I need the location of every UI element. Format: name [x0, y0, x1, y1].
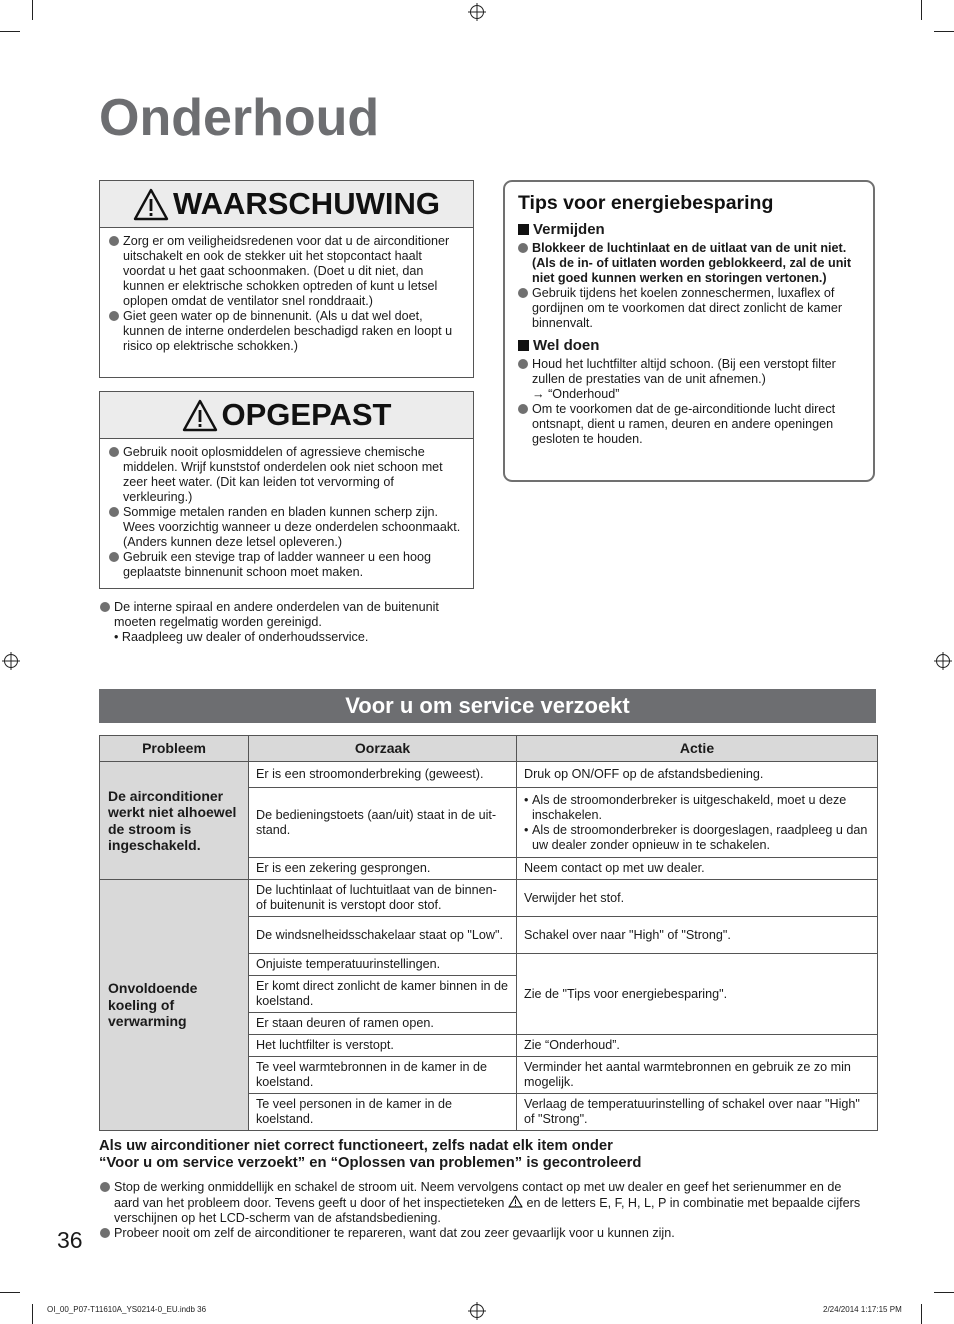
action-cell: Neem contact op met uw dealer. [517, 858, 878, 880]
crop-mark [0, 1292, 20, 1293]
registration-mark-icon [470, 5, 484, 19]
square-bullet-icon [518, 224, 529, 235]
crop-mark [0, 31, 20, 32]
list-item: Sommige metalen randen en bladen kunnen scherp zijn. Wees voorzichtig wanneer u deze onderdelen schoonmaakt. (Anders kunnen deze letsel opleveren.) [109, 505, 465, 550]
action-cell: Zie de "Tips voor energiebesparing". [517, 954, 878, 1035]
list-item: Houd het luchtfilter altijd schoon. (Bij een verstopt filter zullen de prestaties van de unit afnemen.) → “Onderhoud” [518, 357, 861, 402]
do-heading: Wel doen [518, 337, 861, 354]
warning-triangle-icon [133, 188, 169, 221]
caution-header [100, 392, 473, 439]
caution-box [99, 391, 474, 589]
list-item: • Als de stroomonderbreker is uitgeschakeld, moet u deze inschakelen. [524, 793, 870, 823]
service-banner: Voor u om service verzoekt [99, 689, 876, 723]
list-item: Zorg er om veiligheidsredenen voor dat u de airconditioner uitschakelt en ook de stekker uit het stopcontact haalt voordat u het gaat schoonmaken. (Doet u dit niet, dan kunnen er elektrische schokken optreden of kunt u letsel oplopen omdat de ventilator snel ronddraait.) [109, 234, 465, 309]
cause-cell: Er komt direct zonlicht de kamer binnen in de koelstand. [249, 976, 517, 1013]
list-item: Giet geen water op de binnenunit. (Als u dat wel doet, kunnen de interne onderdelen beschadigd raken en loopt u risico op elektrische schokken.) [109, 309, 465, 354]
list-item: Probeer nooit om zelf de airconditioner te repareren, want dat zou zeer gevaarlijk voor u kunnen zijn. [100, 1226, 870, 1241]
cause-cell: Het luchtfilter is verstopt. [249, 1035, 517, 1057]
troubleshooting-table [99, 735, 878, 1131]
do-list [518, 357, 861, 447]
registration-mark-icon [4, 654, 18, 668]
footer-file-info: OI_00_P07-T11610A_YS0214-0_EU.indb 36 [47, 1305, 207, 1314]
avoid-list [518, 241, 861, 331]
table-header-row [100, 736, 878, 762]
cross-reference: → “Onderhoud” [532, 387, 620, 401]
warning-header [100, 181, 473, 228]
crop-mark [934, 1292, 954, 1293]
square-bullet-icon [518, 340, 529, 351]
warning-triangle-icon [508, 1195, 523, 1208]
column-header: Oorzaak [249, 736, 517, 762]
problem-cell: De airconditioner werkt niet alhoewel de stroom is ingeschakeld. [100, 762, 249, 880]
registration-mark-icon [470, 1304, 484, 1318]
warning-heading: WAARSCHUWING [173, 186, 440, 221]
list-item: Gebruik tijdens het koelen zonneschermen, luxaflex of gordijnen om te voorkomen dat direct zonlicht de kamer binnenvalt. [518, 286, 861, 331]
crop-mark [32, 1304, 33, 1324]
cause-cell: Te veel warmtebronnen in de kamer in de koelstand. [249, 1057, 517, 1094]
energy-tips-box [503, 180, 875, 482]
list-item: De interne spiraal en andere onderdelen van de buitenunit moeten regelmatig worden gereinigd. [100, 600, 475, 630]
avoid-heading: Vermijden [518, 221, 861, 238]
cause-cell: De windsnelheidsschakelaar staat op "Low". [249, 917, 517, 954]
maintenance-note [100, 600, 475, 645]
action-cell: Verminder het aantal warmtebronnen en gebruik ze zo min mogelijk. [517, 1057, 878, 1094]
cause-cell: Er is een zekering gesprongen. [249, 858, 517, 880]
action-cell: Verlaag de temperatuurinstelling of schakel over naar "High" of "Strong". [517, 1094, 878, 1131]
caution-heading: OPGEPAST [221, 397, 392, 432]
crop-mark [921, 0, 922, 20]
footer-timestamp: 2/24/2014 1:17:15 PM [823, 1305, 902, 1314]
tips-title: Tips voor energiebesparing [518, 192, 774, 214]
page-number: 36 [57, 1227, 83, 1253]
warning-box [99, 180, 474, 378]
bottom-heading: Als uw airconditioner niet correct functioneert, zelfs nadat elk item onder “Voor u om service verzoekt” en “Oplossen van problemen” is gecontroleerd [99, 1138, 642, 1171]
list-item: • Als de stroomonderbreker is doorgeslagen, raadpleeg u dan uw dealer zonder opnieuw in te schakelen. [524, 823, 870, 853]
action-cell: Druk op ON/OFF op de afstandsbediening. [517, 762, 878, 788]
problem-cell: Onvoldoende koeling of verwarming [100, 880, 249, 1131]
warning-triangle-icon [182, 399, 218, 432]
crop-mark [934, 31, 954, 32]
action-cell [517, 788, 878, 858]
crop-mark [32, 0, 33, 20]
column-header: Probleem [100, 736, 249, 762]
action-cell: Schakel over naar "High" of "Strong". [517, 917, 878, 954]
page-title: Onderhoud [99, 89, 380, 147]
list-item: Stop de werking onmiddellijk en schakel de stroom uit. Neem vervolgens contact op met uw dealer en geef het serienummer en de aard van het probleem door. Tevens geeft u door of het inspectieteken en de letters E, F, H, L, P in combinatie met bepaalde cijfers verschijnen op het LCD-scherm van de afstandsbediening. [100, 1180, 870, 1226]
column-header: Actie [517, 736, 878, 762]
crop-mark [921, 1304, 922, 1324]
list-item: Blokkeer de luchtinlaat en de uitlaat van de unit niet. (Als de in- of uitlaten worden geblokkeerd, zal de unit niet goed kunnen werken en storingen vertonen.) [518, 241, 861, 286]
cause-cell: Onjuiste temperatuurinstellingen. [249, 954, 517, 976]
list-item: Om te voorkomen dat de ge-airconditionde lucht direct ontsnapt, dient u ramen, deuren en andere openingen gesloten te houden. [518, 402, 861, 447]
cause-cell: Te veel personen in de kamer in de koelstand. [249, 1094, 517, 1131]
list-item: Gebruik nooit oplosmiddelen of agressieve chemische middelen. Wrijf kunststof onderdelen ook niet schoon met zeer heet water. (Dit kan leiden tot vervorming of verkleuring.) [109, 445, 465, 505]
warning-list [100, 228, 473, 360]
cause-cell: De luchtinlaat of luchtuitlaat van de binnen- of buitenunit is verstopt door stof. [249, 880, 517, 917]
action-cell: Zie “Onderhoud”. [517, 1035, 878, 1057]
bottom-instructions [100, 1180, 870, 1241]
cause-cell: Er staan deuren of ramen open. [249, 1013, 517, 1035]
table-row [100, 762, 878, 788]
table-row [100, 880, 878, 917]
note-subitem: • Raadpleeg uw dealer of onderhoudsservice. [114, 630, 369, 644]
cause-cell: Er is een stroomonderbreking (geweest). [249, 762, 517, 788]
list-item: Gebruik een stevige trap of ladder wanneer u een hoog geplaatste binnenunit schoon moet maken. [109, 550, 465, 580]
caution-list [100, 439, 473, 586]
cause-cell: De bedieningstoets (aan/uit) staat in de uit-stand. [249, 788, 517, 858]
action-cell: Verwijder het stof. [517, 880, 878, 917]
registration-mark-icon [936, 654, 950, 668]
